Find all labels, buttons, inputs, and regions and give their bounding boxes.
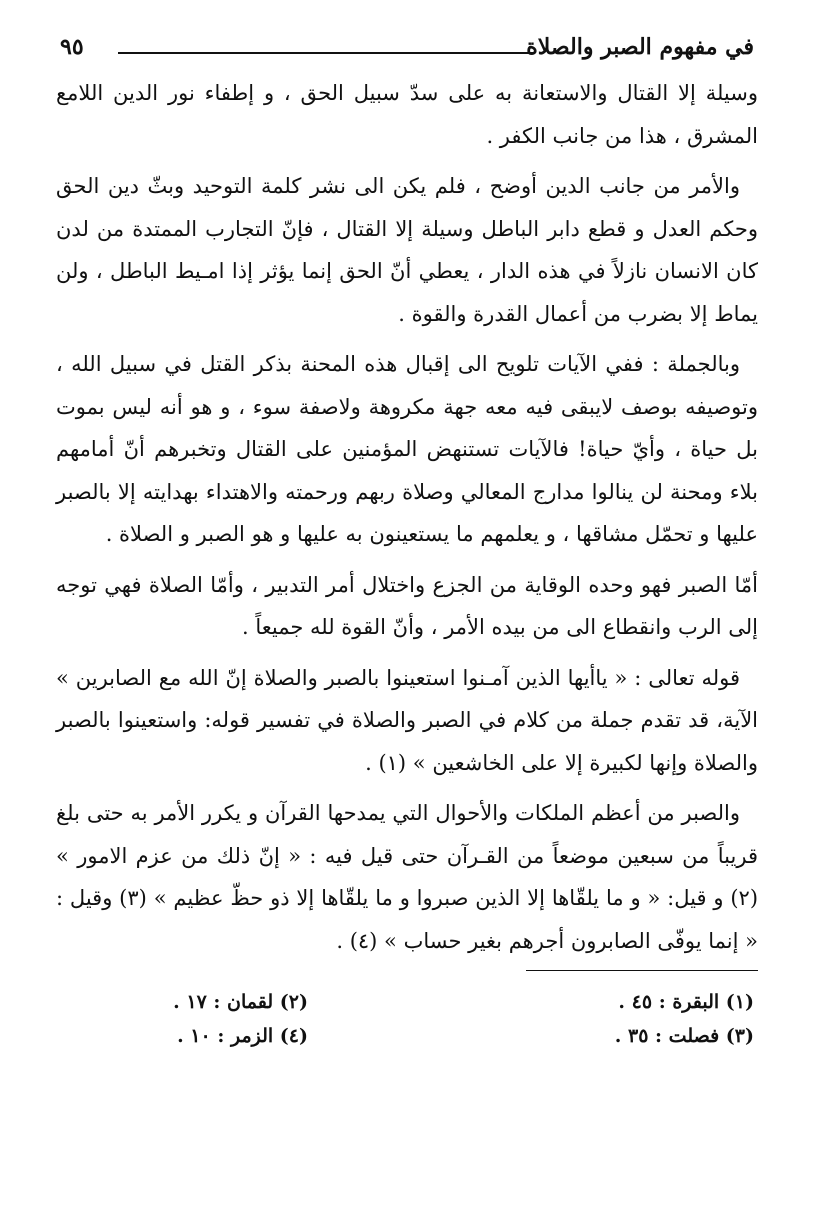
paragraph: والأمر من جانب الدين أوضح ، فلم يكن الى نشر كلمة التوحيد وبثّ دين الحق وحكم العدل و قطع دابر الباطل وسيلة إلا القتال ، فإنّ التجارب الممتدة من لدن كان الانسان نازلاً في هذه الدار ، يعطي أنّ الحق إنما يؤثر إذا امـيط الباطل ، ولن يماط إلا بضرب من أعمال القدرة والقوة .: [56, 174, 758, 326]
paragraph: قوله تعالى : « ياأيها الذين آمـنوا استعينوا بالصبر والصلاة إنّ الله مع الصابرين » الآية، قد تقدم جملة من كلام في الصبر والصلاة في تفسير قوله: واستعينوا بالصبر والصلاة وإنها لكبيرة إلا على الخاشعين » (١) .: [56, 665, 759, 775]
header-rule: [118, 52, 534, 54]
book-page: [56, 28, 758, 1188]
paragraph: والصبر من أعظم الملكات والأحوال التي يمدحها القرآن و يكرر الأمر به حتى بلغ قريباً من سبعين موضعاً من القـرآن حتى قيل فيه : « إنّ ذلك من عزم الامور » (٢) و قيل: « و ما يلقّاها إلا الذين صبروا و ما يلقّاها إلا ذو حظّ عظيم » (٣) وقيل : « إنما يوفّى الصابرون أجرهم بغير حساب » (٤) .: [56, 801, 759, 953]
footnote: (٤) الزمر : ١٠ .: [177, 1025, 308, 1047]
footnote-row: [56, 1019, 758, 1053]
footnote-separator: [526, 970, 758, 971]
paragraph: أمّا الصبر فهو وحده الوقاية من الجزع واختلال أمر التدبير ، وأمّا الصلاة فهي توجه إلى الرب وانقطاع الى من بيده الأمر ، وأنّ القوة لله جميعاً .: [56, 572, 758, 639]
footnotes: [56, 985, 758, 1053]
paragraph: وسيلة إلا القتال والاستعانة به على سدّ سبيل الحق ، و إطفاء نور الدين اللامع المشرق ، هذا من جانب الكفر .: [56, 81, 758, 148]
footnote-row: [56, 985, 758, 1019]
footnote: (١) البقرة : ٤٥ .: [618, 991, 754, 1013]
page-number: ٩٥: [60, 34, 84, 60]
paragraph: وبالجملة : ففي الآيات تلويح الى إقبال هذه المحنة بذكر القتل في سبيل الله ، وتوصيفه بوصف لايبقى فيه معه جهة مكروهة ولاصفة سوء ، و هو أنه ليس بموت بل حياة ، وأيّ حياة! فالآيات تستنهض المؤمنين على القتال وتخبرهم أنّ أمامهم بلاء ومحنة لن ينالوا مدارج المعالي وصلاة ربهم ورحمته والاهتداء بهدايته إلا بالصبر عليها و تحمّل مشاقها ، و يعلمهم ما يستعينون به عليها و هو الصبر و الصلاة .: [56, 352, 758, 546]
footnote: (٣) فصلت : ٣٥ .: [614, 1025, 754, 1047]
footnote: (٢) لقمان : ١٧ .: [173, 991, 308, 1013]
running-header: [56, 28, 758, 72]
running-title: في مفهوم الصبر والصلاة: [526, 34, 754, 60]
main-text: [56, 72, 758, 962]
